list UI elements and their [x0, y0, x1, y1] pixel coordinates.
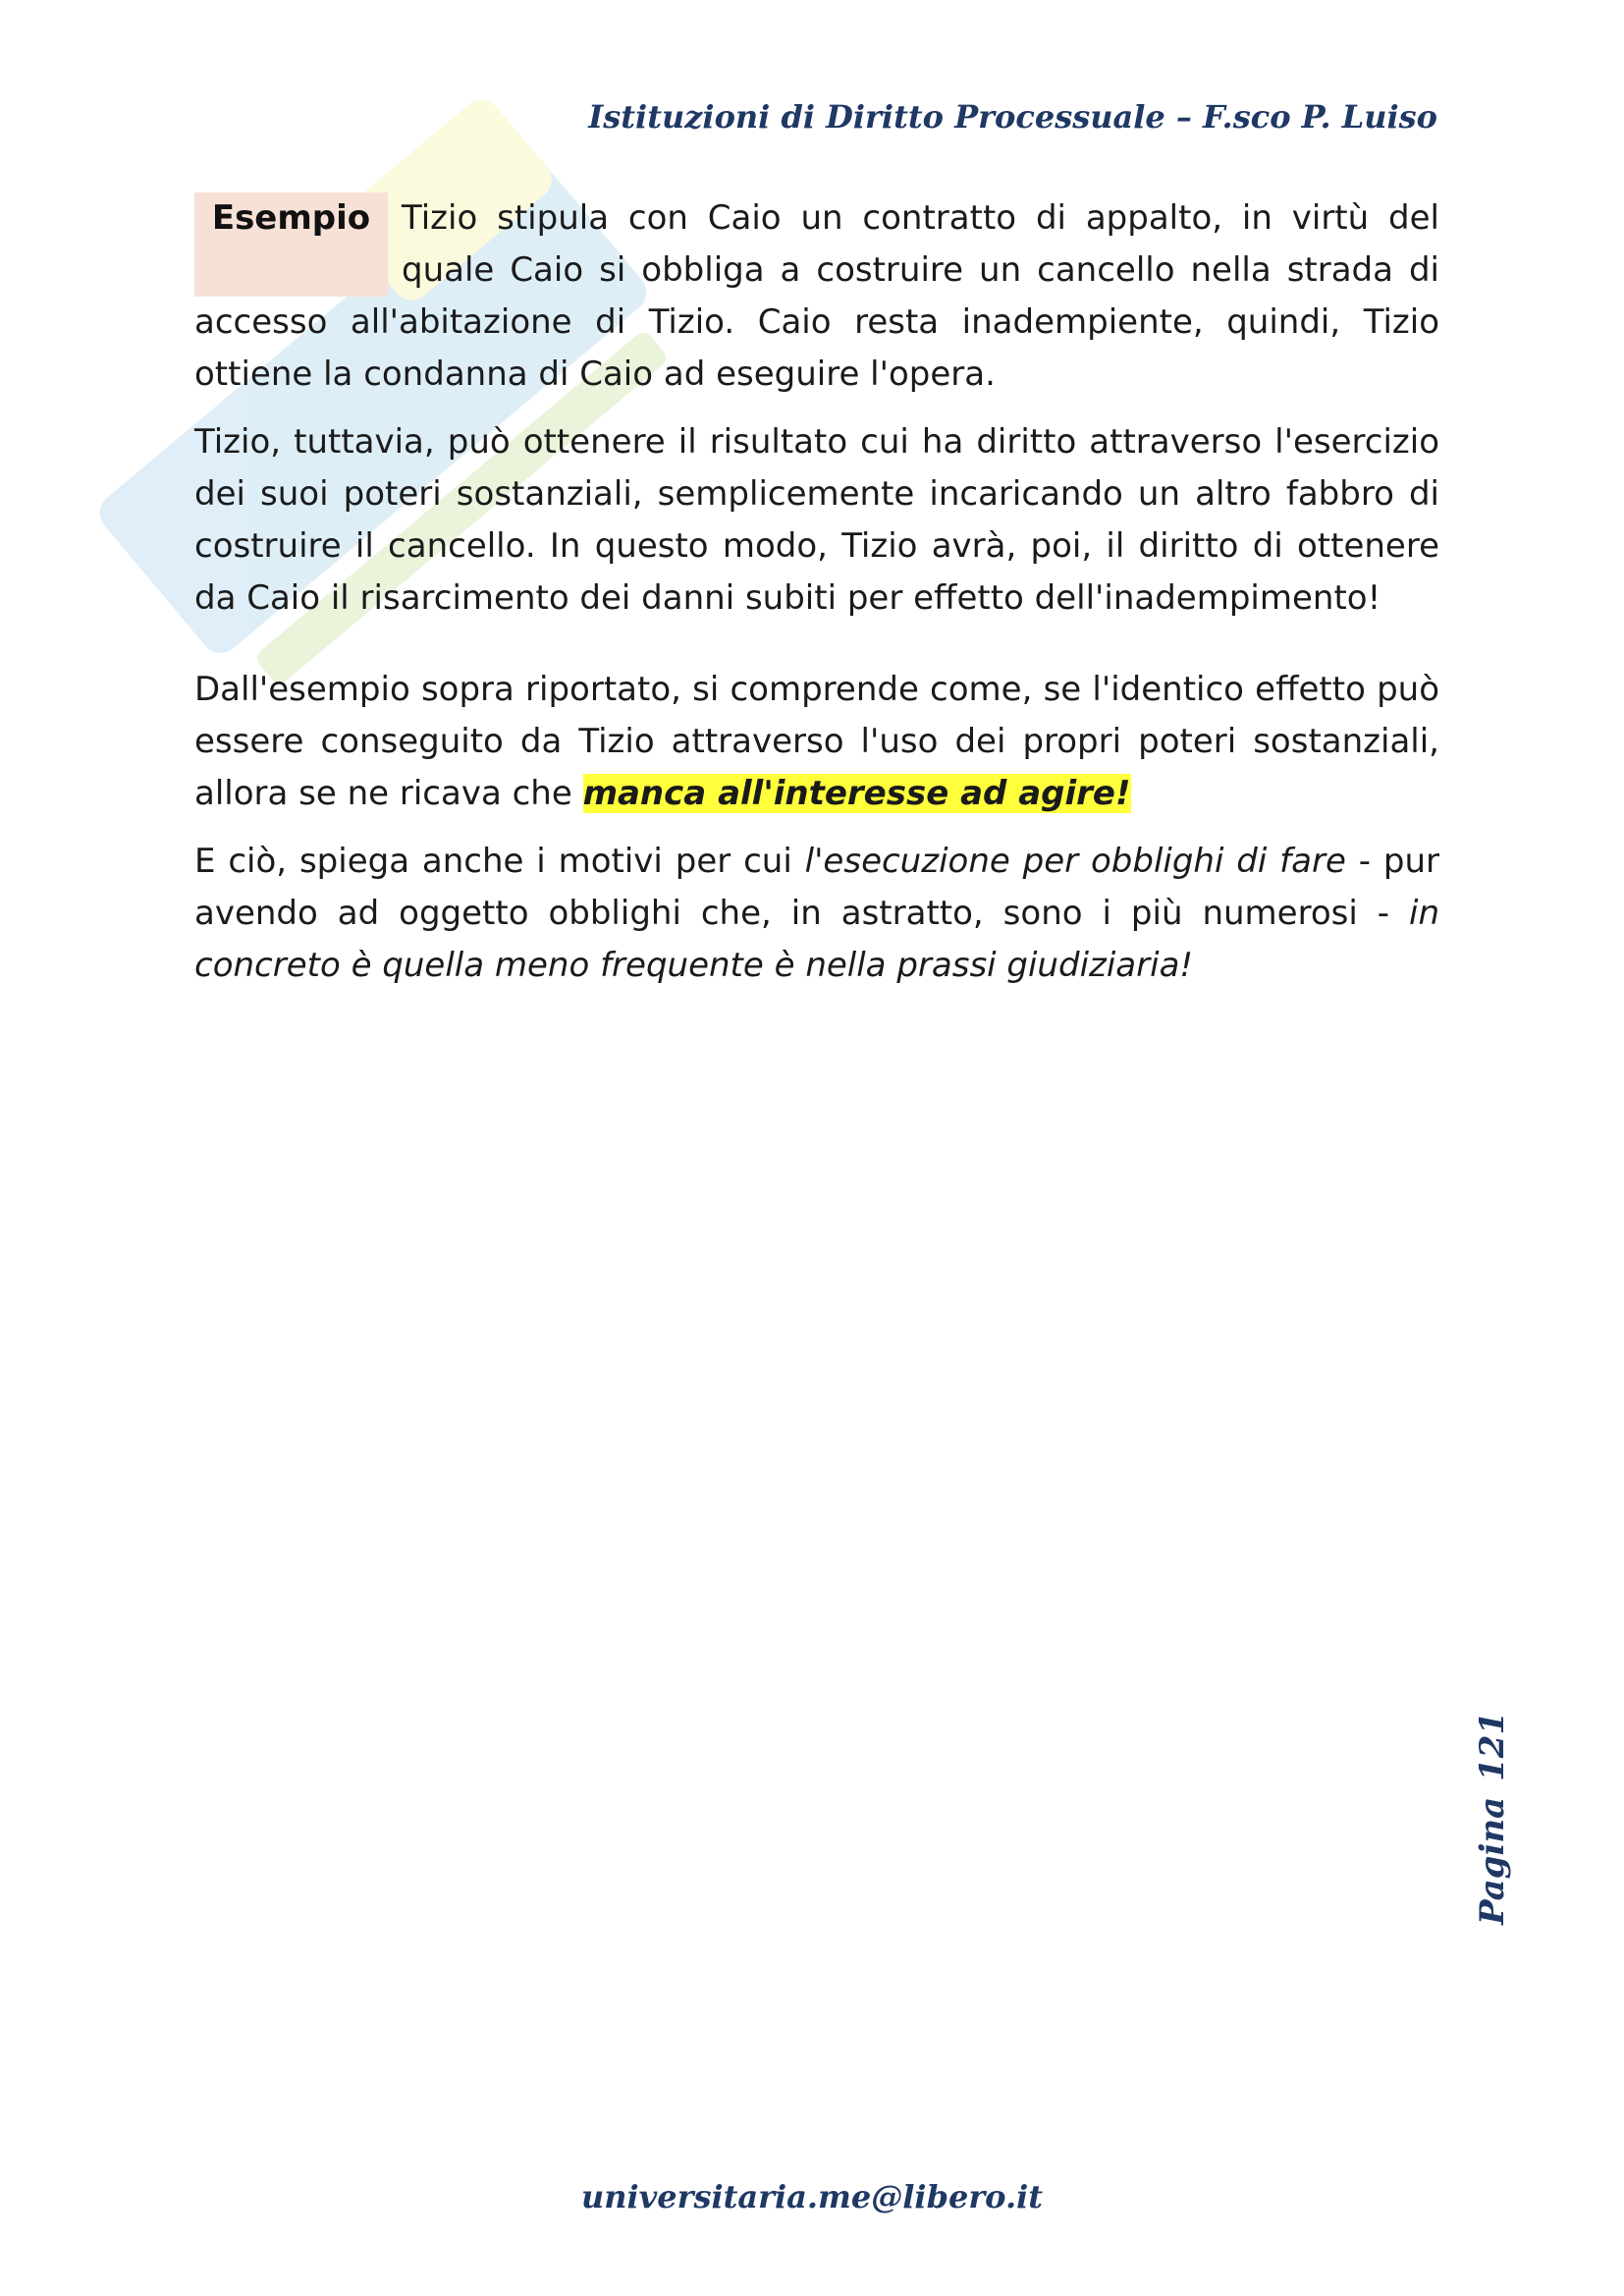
paragraph-2-text: Dall'esempio sopra riportato, si comprende come, se l'identico effetto può essere conseguito da Tizio attraverso l'uso dei propri poteri sostanziali, allora se ne ricava che	[194, 670, 1439, 813]
paragraph-1: Tizio, tuttavia, può ottenere il risultato cui ha diritto attraverso l'esercizio dei suoi poteri sostanziali, semplicemente incaricando un altro fabbro di costruire il cancello. In questo modo, Tizio avrà, poi, il diritto di ottenere da Caio il risarcimento dei danni subiti per effetto dell'inadempimento!	[194, 422, 1439, 618]
paragraph-2	[194, 664, 1439, 820]
footer-email: universitaria.me@libero.it	[580, 2178, 1044, 2215]
main-text	[194, 192, 1439, 1008]
page-number-value: 121	[1473, 1711, 1512, 1781]
running-header: Istituzioni di Diritto Processuale – F.sco P. Luiso	[588, 98, 1437, 136]
example-block	[194, 192, 1439, 401]
example-text: Tizio stipula con Caio un contratto di appalto, in virtù del quale Caio si obbliga a costruire un cancello nella strada di accesso all'abitazione di Tizio. Caio resta inadempiente, quindi, Tizio ottiene la condanna di Caio ad eseguire l'opera.	[194, 198, 1439, 394]
paragraph-3	[194, 836, 1439, 992]
page-number	[1473, 1630, 1532, 1925]
paragraph-3-text-a: E ciò, spiega anche i motivi per cui	[194, 842, 805, 881]
paragraph-3-italic-d: in concreto è quella meno frequente è nella prassi giudiziaria!	[194, 894, 1439, 985]
paragraph-3-text-c: - pur avendo ad oggetto obblighi che, in astratto, sono i più numerosi -	[194, 842, 1439, 933]
highlighted-phrase: manca all'interesse ad agire!	[582, 774, 1131, 813]
example-label: Esempio	[194, 192, 388, 297]
paragraph-3-italic-b: l'esecuzione per obblighi di fare	[804, 842, 1346, 881]
page-number-label: Pagina	[1473, 1796, 1512, 1925]
